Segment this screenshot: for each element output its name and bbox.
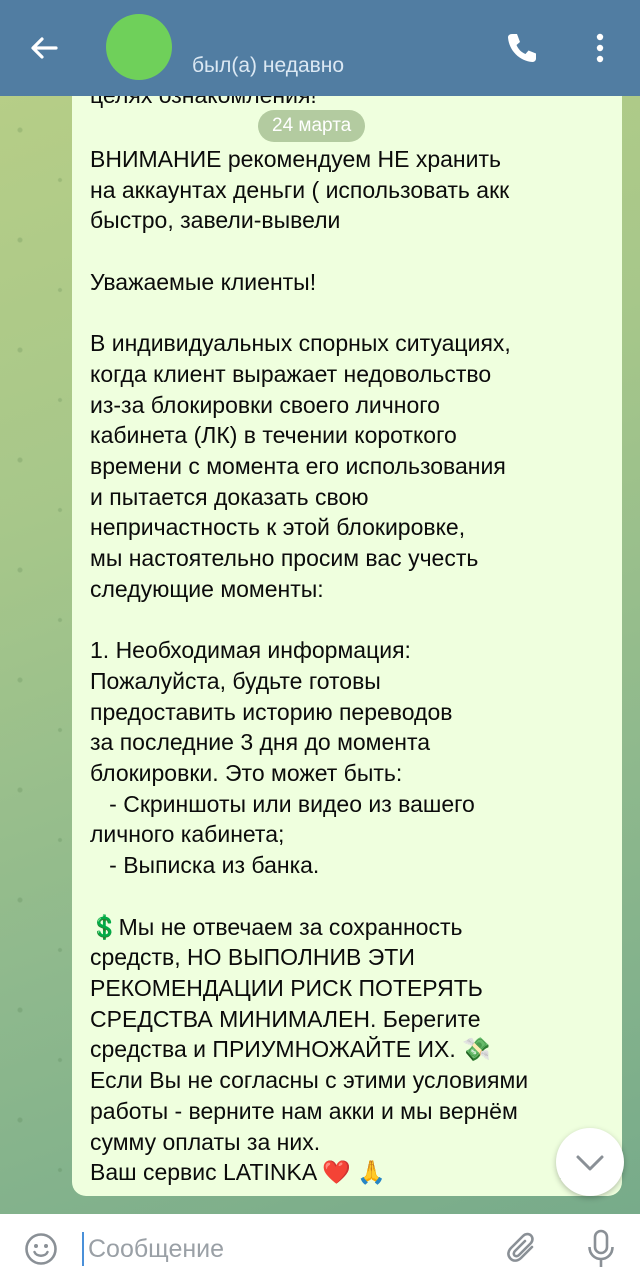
chat-header (0, 0, 640, 96)
message-bubble[interactable] (72, 60, 622, 1196)
back-arrow-icon[interactable] (22, 26, 66, 70)
message-input-bar (0, 1214, 640, 1280)
contact-status: был(а) недавно (192, 54, 345, 77)
phone-icon[interactable] (502, 28, 542, 68)
message-input[interactable] (82, 1232, 468, 1266)
emoji-icon[interactable] (24, 1232, 58, 1266)
paperclip-icon[interactable] (504, 1230, 542, 1268)
more-vert-icon[interactable] (588, 28, 612, 68)
avatar[interactable] (106, 14, 172, 80)
date-chip: 24 марта (258, 110, 365, 142)
message-text: ВНИМАНИЕ рекомендуем НЕ хранить на аккаунтах деньги ( использовать акк быстро, завели-вывели Уважаемые клиенты! В индивидуальных спорных ситуациях, когда клиент выражает недовольство из-за блокировки своего личного кабинета (ЛК) в течении короткого времени с момента его использования и пытается доказать свою непричастность к этой блокировке, мы настоятельно просим вас учесть следующие моменты: 1. Необходимая информация: Пожалуйста, будьте готовы предоставить историю переводов за последние 3 дня до момента блокировки. Это может быть: - Скриншоты или видео из вашего личного кабинета; - Выписка из банка. 💲Мы не отвечаем за сохранность средств, НО ВЫПОЛНИВ ЭТИ РЕКОМЕНДАЦИИ РИСК ПОТЕРЯТЬ СРЕДСТВА МИНИМАЛЕН. Берегите средства и ПРИУМНОЖАЙТЕ ИХ. 💸 Если Вы не согласны с этими условиями работы - верните нам акки и мы вернём сумму оплаты за них. Ваш сервис LATINKA ❤️ 🙏 (90, 146, 529, 1186)
scroll-down-button[interactable] (556, 1128, 624, 1196)
chevron-down-icon (556, 1128, 624, 1196)
microphone-icon[interactable] (586, 1228, 616, 1270)
